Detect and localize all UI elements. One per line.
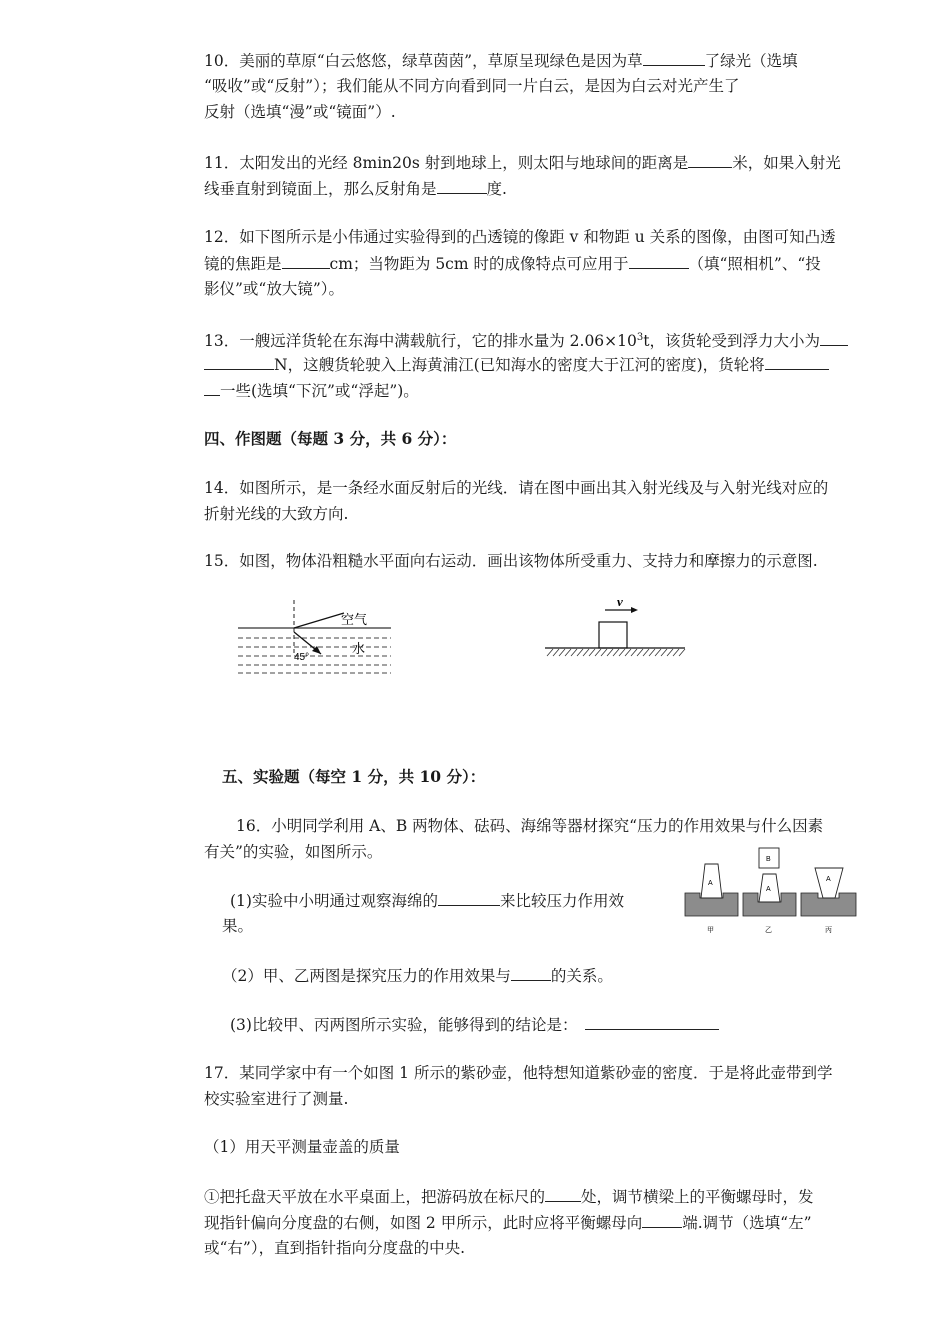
- q10-blank-1[interactable]: [643, 50, 705, 66]
- q17-blank-1[interactable]: [545, 1186, 581, 1202]
- q14-line-1: 14．如图所示，是一条经水面反射后的光线．请在图中画出其入射光线及与入射光线对应的: [204, 479, 829, 497]
- q15-line-1: 15．如图，物体沿粗糙水平面向右运动．画出该物体所受重力、支持力和摩擦力的示意图.: [204, 552, 818, 570]
- q11-blank-2[interactable]: [437, 178, 487, 194]
- q17-step-1-line-2: 现指针偏向分度盘的右侧，如图 2 甲所示，此时应将平衡螺母向 端.调节（选填“左”: [204, 1214, 812, 1232]
- q10-line-1: 10．美丽的草原“白云悠悠，绿草茵茵”，草原呈现绿色是因为草 了绿光（选填: [204, 52, 798, 70]
- block: [599, 622, 627, 648]
- label-b: B: [766, 856, 771, 863]
- fig14-water-surface-diagram: [236, 598, 396, 688]
- air-label: 空气: [341, 612, 368, 627]
- fig15-block-diagram: [543, 594, 693, 664]
- setup-jia: [685, 864, 738, 934]
- ground-hatching: [547, 649, 685, 656]
- q17-line-1: 17．某同学家中有一个如图 1 所示的紫砂壶，他特想知道紫砂壶的密度．于是将此壶带到学: [204, 1064, 833, 1082]
- label-bing: 丙: [825, 927, 832, 934]
- q10-line-3: 反射（选填“漫”或“镜面”）.: [204, 103, 396, 121]
- times-glyph: ×: [604, 332, 618, 351]
- q12-line-1: 12．如下图所示是小伟通过实验得到的凸透镜的像距 v 和物距 u 关系的图像，由图可知凸透: [204, 228, 836, 246]
- velocity-arrow-head: [631, 607, 638, 613]
- q14-line-2: 折射光线的大致方向.: [204, 505, 349, 523]
- q16-line-2: 有关”的实验，如图所示。: [204, 843, 383, 861]
- water-label: 水: [352, 641, 366, 656]
- q17-line-2: 校实验室进行了测量.: [204, 1090, 349, 1108]
- label-a-bing: A: [826, 876, 831, 883]
- q16-part-1-cont: 果。: [222, 917, 254, 935]
- q16-line-1: 16．小明同学利用 A、B 两物体、砝码、海绵等器材探究“压力的作用效果与什么因素: [236, 817, 824, 835]
- q17-sub-1: （1）用天平测量壶盖的质量: [204, 1138, 400, 1156]
- q11-blank-1[interactable]: [688, 152, 732, 168]
- label-yi: 乙: [765, 927, 772, 934]
- section4-title: 四、作图题（每题 3 分，共 6 分）：: [204, 429, 457, 448]
- q17-blank-2[interactable]: [642, 1212, 682, 1228]
- q13-blank-1b[interactable]: [204, 354, 274, 370]
- fig16-pressure-experiment: [683, 836, 863, 936]
- q12-blank-1[interactable]: [282, 253, 330, 269]
- q13-blank-2a[interactable]: [765, 354, 829, 370]
- label-a-yi: A: [766, 886, 771, 893]
- q12-blank-2[interactable]: [629, 253, 689, 269]
- q13-line-3: 一些(选填“下沉”或“浮起”)。: [204, 380, 419, 401]
- q11-line-2: 线垂直射到镜面上，那么反射角是 度.: [204, 180, 507, 198]
- q13-blank-2b[interactable]: [204, 380, 220, 396]
- velocity-label: v: [617, 594, 623, 609]
- q16-part-3: (3)比较甲、丙两图所示实验，能够得到的结论是：: [230, 1014, 719, 1035]
- q12-line-3: 影仪”或“放大镜”）。: [204, 280, 345, 298]
- q16-blank-1[interactable]: [438, 890, 500, 906]
- q11-line-1: 11．太阳发出的光经 8min20s 射到地球上，则太阳与地球间的距离是 米，如果入射光: [204, 154, 841, 172]
- q16-part-2: （2）甲、乙两图是探究压力的作用效果与 的关系。: [222, 967, 613, 985]
- q16-blank-3[interactable]: [585, 1014, 719, 1030]
- q17-step-1-line-3: 或“右”），直到指针指向分度盘的中央.: [204, 1239, 466, 1257]
- reflected-ray: [294, 613, 344, 628]
- angle-label: 45°: [294, 652, 310, 663]
- setup-bing: [801, 868, 856, 934]
- q16-blank-2[interactable]: [511, 965, 551, 981]
- q10-line-2: “吸收”或“反射”）；我们能从不同方向看到同一片白云，是因为白云对光产生了: [204, 77, 740, 95]
- q17-step-1-line-1: ①把托盘天平放在水平桌面上，把游码放在标尺的 处，调节横梁上的平衡螺母时，发: [204, 1188, 814, 1206]
- label-a-jia: A: [708, 880, 713, 887]
- label-jia: 甲: [707, 927, 714, 934]
- q16-part-1: (1)实验中小明通过观察海绵的 来比较压力作用效: [230, 892, 624, 910]
- q13-line-2: N，这艘货轮驶入上海黄浦江(已知海水的密度大于江河的密度)，货轮将: [204, 354, 829, 375]
- q13-line-1: 13．一艘远洋货轮在东海中满载航行，它的排水量为 $2.06\times 10^3t$，该货轮受到浮力大小为: [204, 328, 848, 351]
- q13-blank-1a[interactable]: [820, 330, 848, 346]
- section5-title: 五、实验题（每空 1 分，共 10 分）：: [222, 767, 486, 786]
- q12-line-2: 镜的焦距是 cm；当物距为 5cm 时的成像特点可应用于 （填“照相机”、“投: [204, 255, 821, 273]
- setup-yi: [743, 848, 796, 934]
